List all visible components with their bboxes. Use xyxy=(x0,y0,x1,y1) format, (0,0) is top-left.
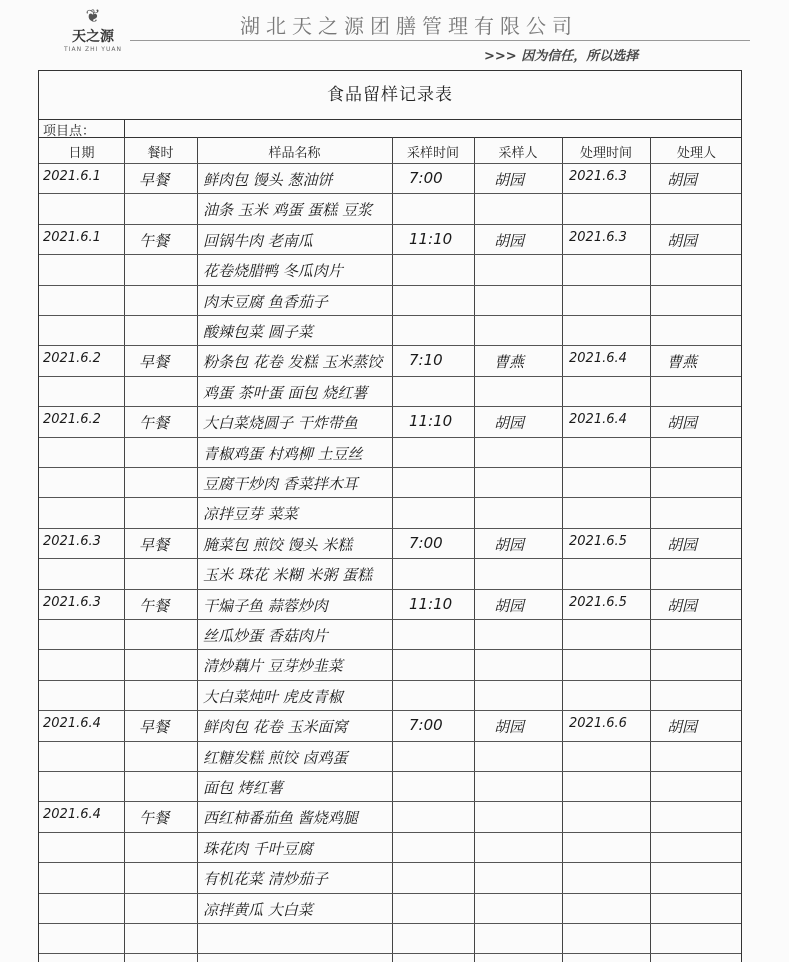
entry-date: 2021.6.4 xyxy=(43,716,101,732)
entry-sample-time: 7:00 xyxy=(409,533,443,552)
col-handler: 处理人 xyxy=(676,146,716,161)
row-divider xyxy=(39,315,741,316)
entry-sample-item: 面包 烤红薯 xyxy=(203,779,283,797)
sample-record-form xyxy=(38,70,742,962)
row-divider xyxy=(39,953,741,954)
letterhead xyxy=(0,0,789,70)
entry-sampler: 胡园 xyxy=(494,535,525,554)
entry-date: 2021.6.1 xyxy=(43,169,101,184)
entry-sample-item: 花卷烧腊鸭 冬瓜肉片 xyxy=(203,262,343,281)
row-divider xyxy=(39,832,741,833)
col-sampler: 采样人 xyxy=(498,146,538,161)
entry-sample-item: 肉末豆腐 鱼香茄子 xyxy=(203,292,328,311)
entry-handler: 曹燕 xyxy=(667,353,698,372)
logo-text: 天之源 xyxy=(72,29,114,45)
row-divider xyxy=(39,862,741,863)
row-divider xyxy=(39,741,741,742)
entry-sample-item: 大白菜烧圆子 干炸带鱼 xyxy=(203,414,358,433)
row-divider xyxy=(39,497,741,498)
logo-subtext: TIAN ZHI YUAN xyxy=(64,46,122,53)
column-divider xyxy=(474,137,475,962)
col-process-time: 处理时间 xyxy=(579,146,632,161)
project-label: 项目点： xyxy=(43,124,96,139)
header-divider xyxy=(130,40,750,41)
entry-handler: 胡园 xyxy=(667,535,698,554)
entry-date: 2021.6.2 xyxy=(43,351,101,367)
entry-sample-item: 粉条包 花卷 发糕 玉米蒸饺 xyxy=(203,353,383,372)
row-divider xyxy=(39,345,741,346)
row-divider xyxy=(39,893,741,894)
entry-sample-time: 7:00 xyxy=(409,169,443,187)
company-slogan: >>> 因为信任，所以选择 xyxy=(484,49,639,64)
entry-process-time: 2021.6.3 xyxy=(569,229,627,245)
entry-sample-item: 凉拌黄瓜 大白菜 xyxy=(203,900,313,919)
entry-process-time: 2021.6.4 xyxy=(569,412,627,428)
row-divider xyxy=(39,528,741,529)
entry-sample-item: 凉拌豆芽 菜菜 xyxy=(203,505,298,524)
entry-sample-time: 11:10 xyxy=(409,412,453,431)
entry-sample-item: 酸辣包菜 圆子菜 xyxy=(203,323,313,341)
entry-sampler: 胡园 xyxy=(494,718,525,737)
row-divider xyxy=(39,224,741,225)
entry-meal: 午餐 xyxy=(139,231,170,250)
form-title: 食品留样记录表 xyxy=(39,71,741,120)
entry-sample-item: 豆腐干炒肉 香菜拌木耳 xyxy=(203,475,358,493)
entry-sample-item: 丝瓜炒蛋 香菇肉片 xyxy=(203,627,328,645)
entry-meal: 早餐 xyxy=(139,718,170,737)
project-divider xyxy=(124,119,125,137)
row-divider xyxy=(39,923,741,924)
entry-sample-time: 11:10 xyxy=(409,229,453,248)
row-divider xyxy=(39,771,741,772)
row-divider xyxy=(39,680,741,681)
logo-mark-icon: ❦ xyxy=(85,6,101,27)
entry-meal: 午餐 xyxy=(139,596,170,615)
entry-meal: 早餐 xyxy=(139,353,170,372)
row-divider xyxy=(39,619,741,620)
row-divider xyxy=(39,163,741,164)
entry-handler: 胡园 xyxy=(667,414,698,433)
entry-handler: 胡园 xyxy=(667,231,698,250)
entry-meal: 早餐 xyxy=(139,535,170,554)
column-divider xyxy=(650,137,651,962)
row-divider xyxy=(39,285,741,286)
entry-sample-item: 珠花肉 千叶豆腐 xyxy=(203,839,313,858)
entry-date: 2021.6.3 xyxy=(43,533,101,549)
entry-meal: 午餐 xyxy=(139,809,170,828)
col-meal: 餐时 xyxy=(147,146,174,161)
entry-sample-item: 清炒藕片 豆芽炒韭菜 xyxy=(203,657,343,676)
col-date: 日期 xyxy=(68,146,95,161)
row-divider xyxy=(39,254,741,255)
entry-sampler: 胡园 xyxy=(494,414,525,433)
entry-sampler: 胡园 xyxy=(494,231,525,250)
entry-meal: 午餐 xyxy=(139,414,170,433)
entry-sample-item: 玉米 珠花 米糊 米粥 蛋糕 xyxy=(203,566,373,585)
entry-sample-item: 干煸子鱼 蒜蓉炒肉 xyxy=(203,596,328,615)
row-divider xyxy=(39,467,741,468)
row-divider xyxy=(39,437,741,438)
entry-sample-item: 腌菜包 煎饺 馒头 米糕 xyxy=(203,535,353,554)
column-divider xyxy=(392,137,393,962)
entry-handler: 胡园 xyxy=(667,596,698,615)
column-divider xyxy=(124,137,125,962)
row-divider xyxy=(39,710,741,711)
column-divider xyxy=(562,137,563,962)
entry-process-time: 2021.6.5 xyxy=(569,594,627,610)
company-logo xyxy=(58,6,128,62)
entry-sampler: 曹燕 xyxy=(494,353,525,372)
entry-handler: 胡园 xyxy=(667,171,698,189)
row-divider xyxy=(39,649,741,650)
entry-meal: 早餐 xyxy=(139,171,170,189)
entry-sample-time: 7:10 xyxy=(409,351,443,370)
column-divider xyxy=(197,137,198,962)
entry-date: 2021.6.1 xyxy=(43,229,101,245)
col-sample-time: 采样时间 xyxy=(406,146,459,161)
entry-sample-item: 油条 玉米 鸡蛋 蛋糕 豆浆 xyxy=(203,201,373,220)
entry-date: 2021.6.2 xyxy=(43,412,101,428)
row-divider xyxy=(39,406,741,407)
row-divider xyxy=(39,801,741,802)
entry-sample-item: 西红柿番茄鱼 酱烧鸡腿 xyxy=(203,809,358,828)
entry-handler: 胡园 xyxy=(667,718,698,737)
entry-date: 2021.6.3 xyxy=(43,594,101,610)
col-sample-name: 样品名称 xyxy=(268,146,321,161)
column-header-row xyxy=(39,137,741,163)
entry-sample-item: 鲜肉包 花卷 玉米面窝 xyxy=(203,718,348,737)
company-name: 湖北天之源团膳管理有限公司 xyxy=(240,14,578,38)
entry-sample-time: 7:00 xyxy=(409,716,443,735)
entry-sample-item: 有机花菜 清炒茄子 xyxy=(203,870,328,889)
entry-date: 2021.6.4 xyxy=(43,807,101,823)
entry-process-time: 2021.6.5 xyxy=(569,533,627,549)
entry-process-time: 2021.6.3 xyxy=(569,169,627,184)
entry-sample-item: 鸡蛋 茶叶蛋 面包 烧红薯 xyxy=(203,383,368,402)
entry-sampler: 胡园 xyxy=(494,171,525,189)
row-divider xyxy=(39,558,741,559)
row-divider xyxy=(39,193,741,194)
row-divider xyxy=(39,589,741,590)
row-divider xyxy=(39,376,741,377)
entry-sample-item: 青椒鸡蛋 村鸡柳 土豆丝 xyxy=(203,444,363,463)
entry-sample-item: 红糖发糕 煎饺 卤鸡蛋 xyxy=(203,748,348,767)
entry-sampler: 胡园 xyxy=(494,596,525,615)
entry-sample-time: 11:10 xyxy=(409,594,453,613)
project-row xyxy=(39,119,741,138)
entry-process-time: 2021.6.4 xyxy=(569,351,627,367)
entry-sample-item: 鲜肉包 馒头 葱油饼 xyxy=(203,171,333,189)
entry-process-time: 2021.6.6 xyxy=(569,716,627,732)
entry-sample-item: 大白菜炖叶 虎皮青椒 xyxy=(203,687,343,706)
entry-sample-item: 回锅牛肉 老南瓜 xyxy=(203,231,313,250)
